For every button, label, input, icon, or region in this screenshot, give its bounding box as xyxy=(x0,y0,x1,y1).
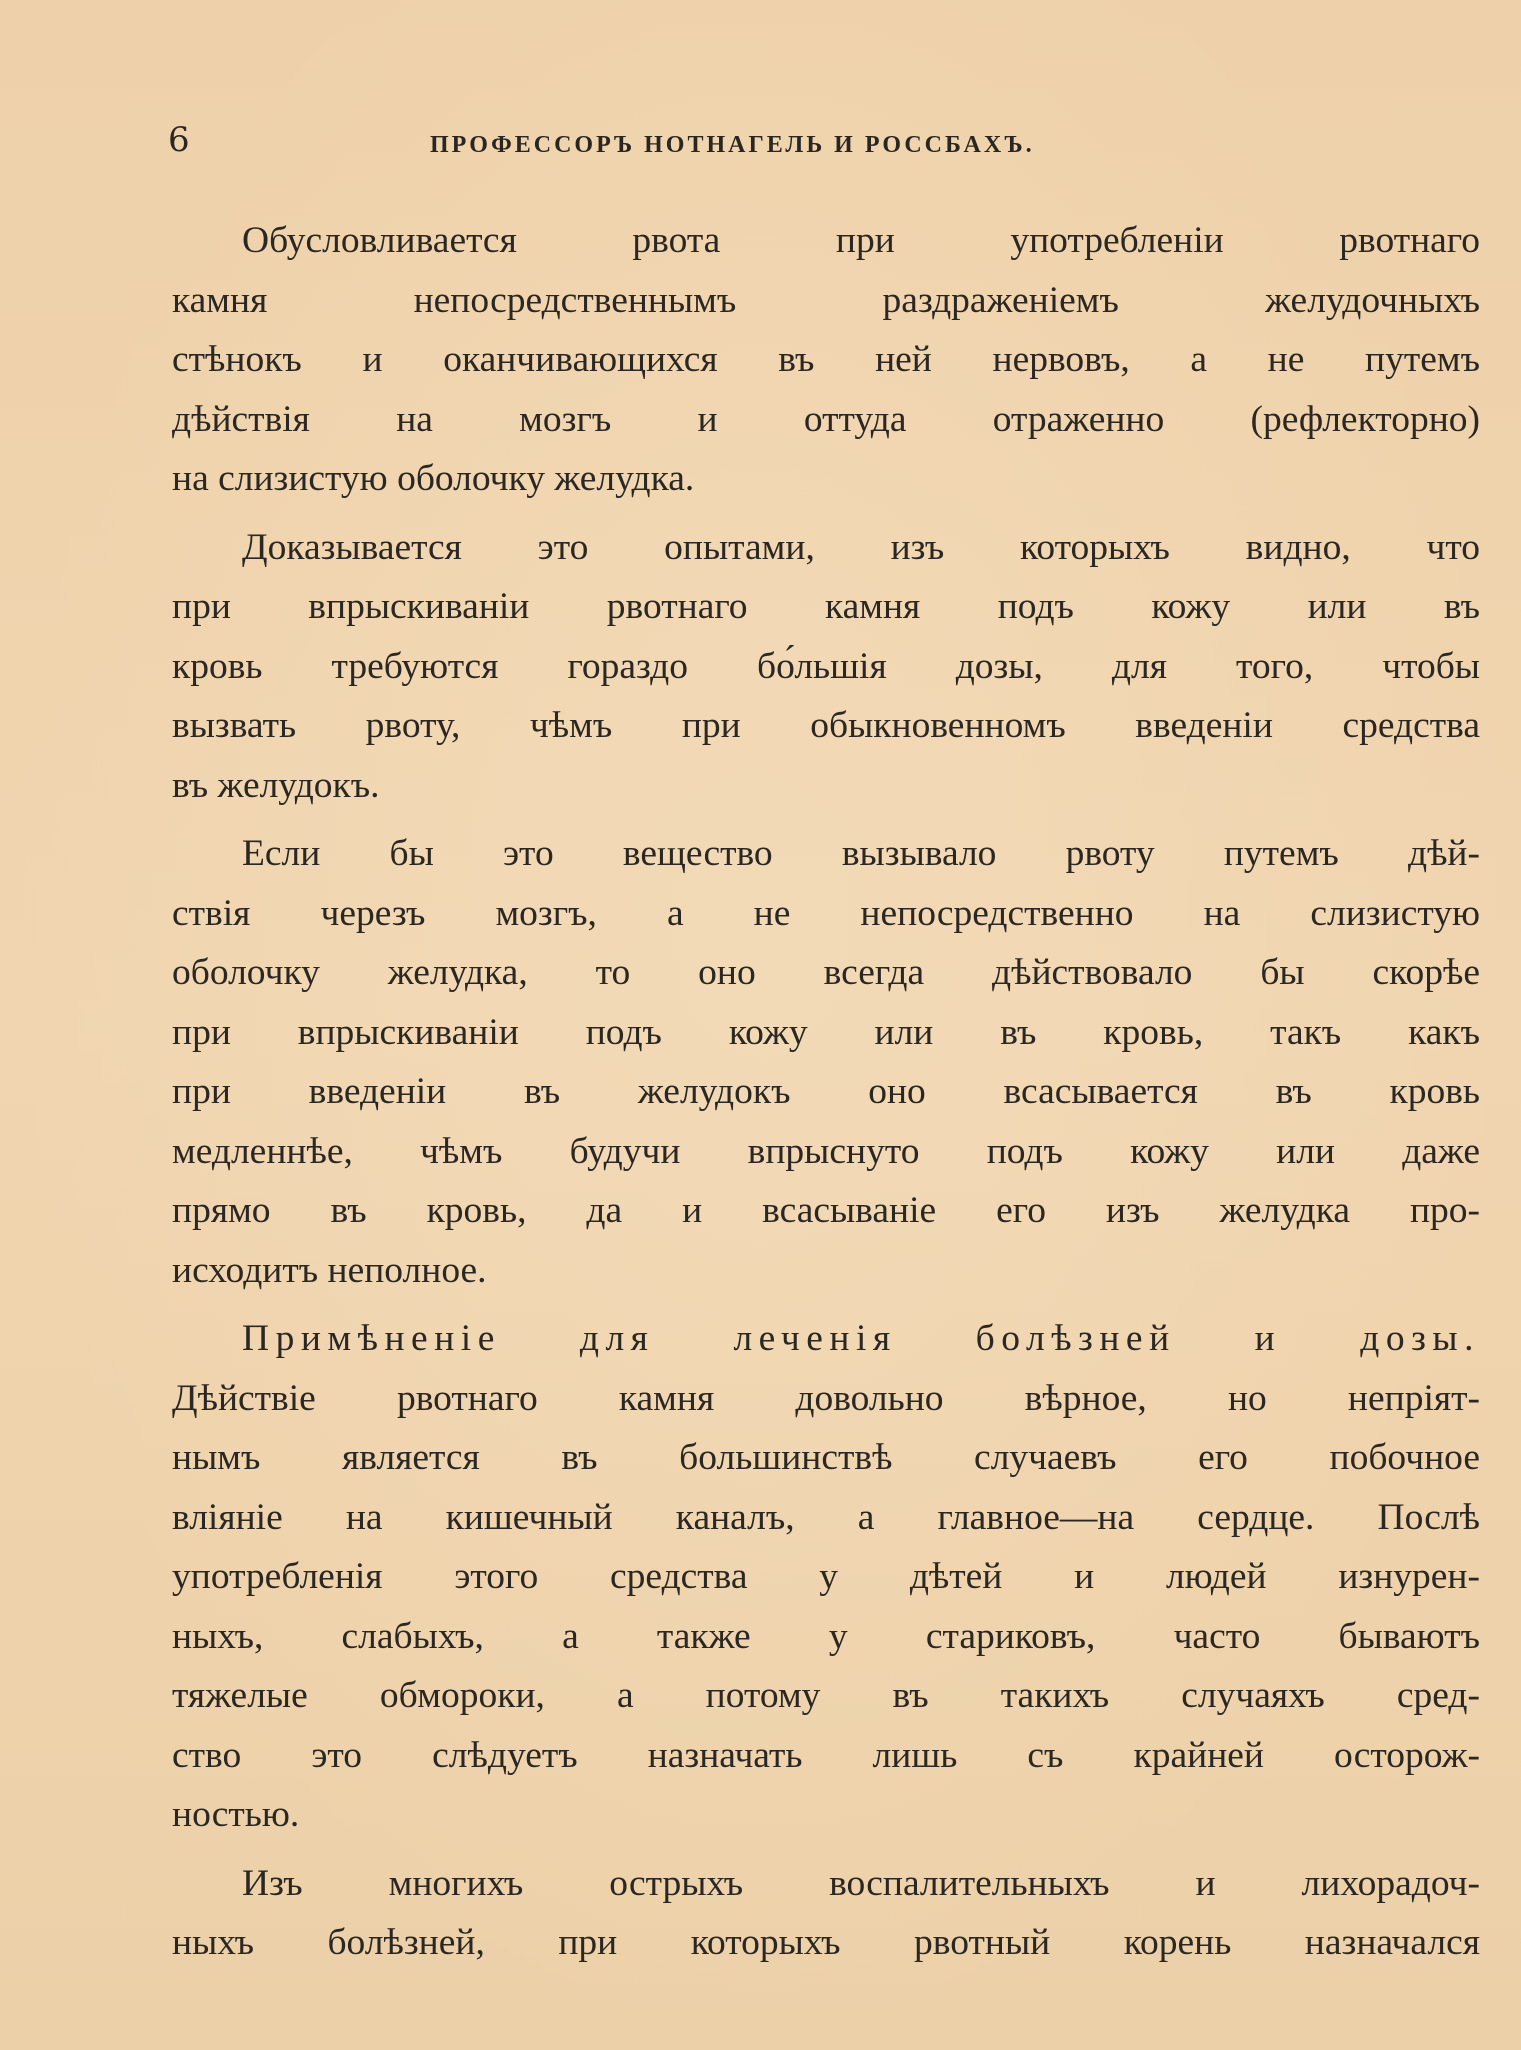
paragraph xyxy=(172,824,1480,1300)
paragraph-gap xyxy=(172,815,1480,824)
text-line: въ желудокъ. xyxy=(172,764,380,806)
text-line: вліяніе на кишечный каналъ, а главное—на сердце. Послѣ xyxy=(172,1496,1480,1538)
text-line: стѣнокъ и оканчивающихся въ ней нервовъ, а не путемъ xyxy=(172,339,1480,380)
text-line: ство это слѣдуетъ назначать лишь съ крайней осторож- xyxy=(172,1734,1480,1776)
running-title: ПРОФЕССОРЪ НОТНАГЕЛЬ И РОССБАХЪ. xyxy=(430,132,1035,158)
text-line: Дѣйствіе рвотнаго камня довольно вѣрное, но непріят- xyxy=(172,1377,1480,1419)
text-line: ныхъ болѣзней, при которыхъ рвотный корень назначался xyxy=(172,1922,1480,1963)
page-number: 6 xyxy=(168,120,190,160)
text-line: при впрыскиваніи рвотнаго камня подъ кожу или въ xyxy=(172,586,1480,627)
text-line: употребленія этого средства у дѣтей и людей изнурен- xyxy=(172,1556,1480,1597)
text-line: Доказывается это опытами, изъ которыхъ видно, что xyxy=(242,526,1480,568)
text-line: Изъ многихъ острыхъ воспалительныхъ и лихорадоч- xyxy=(242,1862,1480,1904)
text-line: Если бы это вещество вызывало рвоту путемъ дѣй- xyxy=(242,833,1480,874)
text-line: нымъ является въ большинствѣ случаевъ его побочное xyxy=(172,1437,1480,1478)
text-line: кровь требуются гораздо бо́льшія дозы, для того, чтобы xyxy=(172,645,1480,687)
text-line: Обусловливается рвота при употребленіи рвотнаго xyxy=(242,220,1480,261)
section-heading: Примѣненіе для леченія болѣзней и дозы. xyxy=(242,1318,1480,1359)
text-line: тяжелые обмороки, а потому въ такихъ случаяхъ сред- xyxy=(172,1675,1480,1716)
text-line: вызвать рвоту, чѣмъ при обыкновенномъ введеніи средства xyxy=(172,705,1480,746)
text-line: медленнѣе, чѣмъ будучи впрыснуто подъ кожу или даже xyxy=(172,1130,1480,1172)
text-line: прямо въ кровь, да и всасываніе его изъ желудка про- xyxy=(172,1190,1480,1231)
body-text xyxy=(172,211,1480,1973)
text-line: исходитъ неполное. xyxy=(172,1249,487,1291)
paragraph-gap xyxy=(172,509,1480,518)
paragraph xyxy=(172,1309,1480,1845)
text-line: ствія черезъ мозгъ, а не непосредственно на слизистую xyxy=(172,892,1480,934)
text-line: ностью. xyxy=(172,1794,300,1835)
paragraph xyxy=(172,211,1480,509)
text-line: камня непосредственнымъ раздраженіемъ желудочныхъ xyxy=(172,279,1480,321)
paragraph xyxy=(172,518,1480,816)
paragraph xyxy=(172,1854,1480,1973)
text-line: оболочку желудка, то оно всегда дѣйствовало бы скорѣе xyxy=(172,952,1480,993)
text-line: при впрыскиваніи подъ кожу или въ кровь, такъ какъ xyxy=(172,1011,1480,1053)
page-header xyxy=(168,120,1480,170)
text-line: на слизистую оболочку желудка. xyxy=(172,458,695,499)
text-line: при введеніи въ желудокъ оно всасывается въ кровь xyxy=(172,1071,1480,1112)
paragraph-gap xyxy=(172,1300,1480,1309)
text-line: ныхъ, слабыхъ, а также у стариковъ, часто бываютъ xyxy=(172,1615,1480,1657)
text-line: дѣйствія на мозгъ и оттуда отраженно (рефлекторно) xyxy=(172,398,1480,440)
paragraph-gap xyxy=(172,1845,1480,1854)
